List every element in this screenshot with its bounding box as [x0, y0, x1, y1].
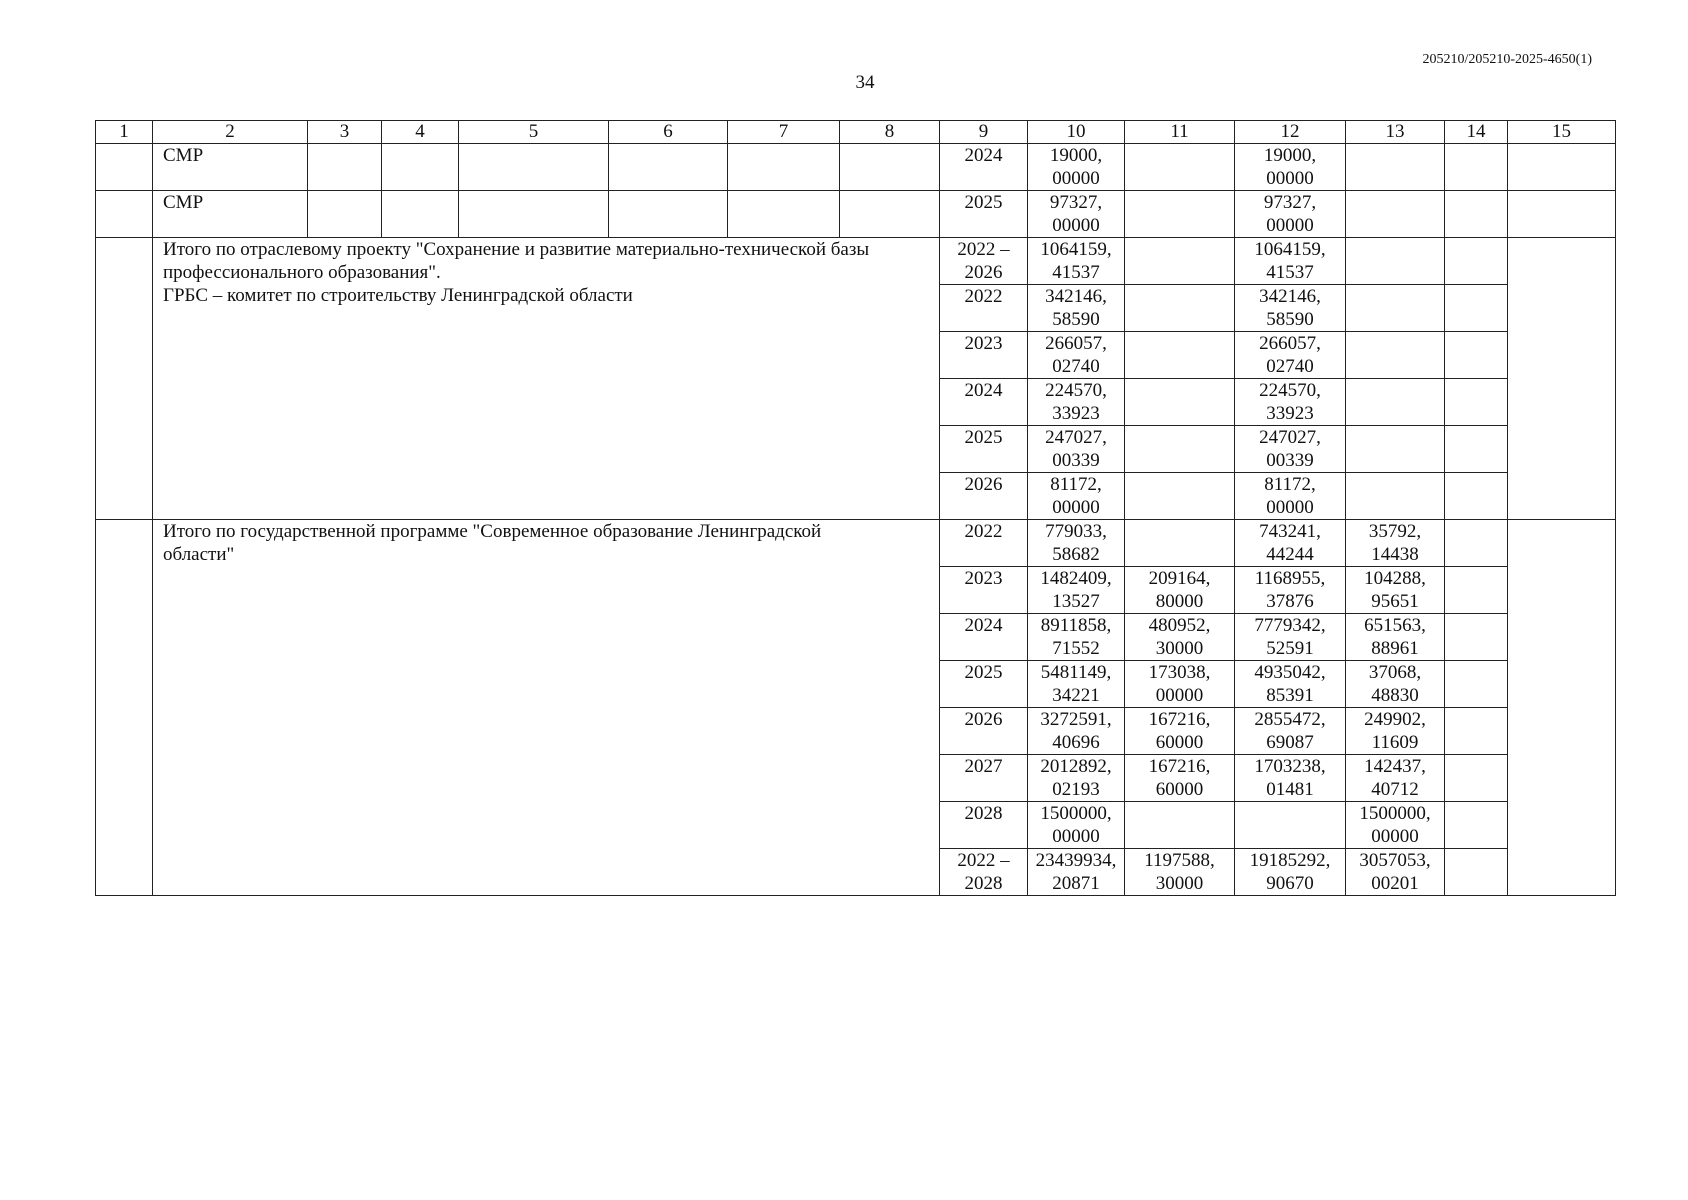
year-cell: 2026 — [940, 708, 1028, 755]
amount-cell: 167216, 60000 — [1125, 755, 1235, 802]
amount-cell — [1235, 802, 1346, 849]
amount-cell: 97327, 00000 — [1235, 191, 1346, 238]
year-cell: 2023 — [940, 332, 1028, 379]
amount-cell: 209164, 80000 — [1125, 567, 1235, 614]
amount-cell: 1482409, 13527 — [1028, 567, 1125, 614]
column-header: 14 — [1445, 121, 1508, 144]
column-header: 10 — [1028, 121, 1125, 144]
budget-table — [95, 120, 1616, 896]
year-cell: 2023 — [940, 567, 1028, 614]
amount-cell: 35792, 14438 — [1346, 520, 1445, 567]
column-header: 11 — [1125, 121, 1235, 144]
page-number: 34 — [855, 72, 875, 93]
year-cell: 2025 — [940, 426, 1028, 473]
row-label: СМР — [153, 191, 308, 238]
amount-cell: 104288, 95651 — [1346, 567, 1445, 614]
program-total-label: Итого по государственной программе "Современное образование Ленинградской области" — [153, 520, 940, 896]
amount-cell: 1064159, 41537 — [1028, 238, 1125, 285]
document-id: 205210/205210-2025-4650(1) — [1422, 52, 1592, 67]
year-cell: 2022 – 2028 — [940, 849, 1028, 896]
table-row — [96, 144, 1616, 191]
amount-cell: 97327, 00000 — [1028, 191, 1125, 238]
amount-cell: 247027, 00339 — [1235, 426, 1346, 473]
amount-cell: 7779342, 52591 — [1235, 614, 1346, 661]
amount-cell: 167216, 60000 — [1125, 708, 1235, 755]
column-header: 12 — [1235, 121, 1346, 144]
amount-cell: 1197588, 30000 — [1125, 849, 1235, 896]
amount-cell: 3057053, 00201 — [1346, 849, 1445, 896]
row-label: СМР — [153, 144, 308, 191]
column-header: 15 — [1508, 121, 1616, 144]
amount-cell: 779033, 58682 — [1028, 520, 1125, 567]
column-header: 1 — [96, 121, 153, 144]
amount-cell — [1125, 802, 1235, 849]
amount-cell: 266057, 02740 — [1235, 332, 1346, 379]
amount-cell: 266057, 02740 — [1028, 332, 1125, 379]
amount-cell: 173038, 00000 — [1125, 661, 1235, 708]
amount-cell: 1064159, 41537 — [1235, 238, 1346, 285]
amount-cell: 1703238, 01481 — [1235, 755, 1346, 802]
year-cell: 2024 — [940, 144, 1028, 191]
column-header: 4 — [382, 121, 459, 144]
year-cell: 2024 — [940, 379, 1028, 426]
year-cell: 2022 – 2026 — [940, 238, 1028, 285]
year-cell: 2027 — [940, 755, 1028, 802]
year-cell: 2026 — [940, 473, 1028, 520]
amount-cell: 480952, 30000 — [1125, 614, 1235, 661]
amount-cell: 651563, 88961 — [1346, 614, 1445, 661]
table-row — [96, 191, 1616, 238]
table-row — [96, 520, 1616, 567]
year-cell: 2022 — [940, 520, 1028, 567]
column-header-row — [96, 121, 1616, 144]
amount-cell: 2012892, 02193 — [1028, 755, 1125, 802]
amount-cell: 1500000, 00000 — [1346, 802, 1445, 849]
amount-cell: 1168955, 37876 — [1235, 567, 1346, 614]
grbs-label: ГРБС – комитет по строительству Ленинградской области — [163, 285, 633, 306]
amount-cell: 142437, 40712 — [1346, 755, 1445, 802]
column-header: 9 — [940, 121, 1028, 144]
year-cell: 2024 — [940, 614, 1028, 661]
amount-cell: 5481149, 34221 — [1028, 661, 1125, 708]
amount-cell: 19000, 00000 — [1028, 144, 1125, 191]
column-header: 8 — [840, 121, 940, 144]
column-header: 6 — [609, 121, 728, 144]
amount-cell: 1500000, 00000 — [1028, 802, 1125, 849]
year-cell: 2028 — [940, 802, 1028, 849]
column-header: 7 — [728, 121, 840, 144]
amount-cell: 224570, 33923 — [1028, 379, 1125, 426]
project-total-label: Итого по отраслевому проекту "Сохранение и развитие материально-технической базы профессионального образования". ГРБС – комитет по строительству Ленинградской области — [153, 238, 940, 520]
year-cell: 2025 — [940, 661, 1028, 708]
amount-cell — [1125, 520, 1235, 567]
amount-cell: 249902, 11609 — [1346, 708, 1445, 755]
amount-cell: 224570, 33923 — [1235, 379, 1346, 426]
amount-cell: 23439934, 20871 — [1028, 849, 1125, 896]
amount-cell: 743241, 44244 — [1235, 520, 1346, 567]
amount-cell: 19000, 00000 — [1235, 144, 1346, 191]
amount-cell: 19185292, 90670 — [1235, 849, 1346, 896]
amount-cell: 81172, 00000 — [1235, 473, 1346, 520]
amount-cell: 81172, 00000 — [1028, 473, 1125, 520]
amount-cell: 8911858, 71552 — [1028, 614, 1125, 661]
amount-cell: 4935042, 85391 — [1235, 661, 1346, 708]
amount-cell: 342146, 58590 — [1028, 285, 1125, 332]
column-header: 3 — [308, 121, 382, 144]
column-header: 13 — [1346, 121, 1445, 144]
year-cell: 2025 — [940, 191, 1028, 238]
column-header: 2 — [153, 121, 308, 144]
table-row — [96, 238, 1616, 285]
amount-cell: 3272591, 40696 — [1028, 708, 1125, 755]
year-cell: 2022 — [940, 285, 1028, 332]
amount-cell: 247027, 00339 — [1028, 426, 1125, 473]
amount-cell: 342146, 58590 — [1235, 285, 1346, 332]
amount-cell: 2855472, 69087 — [1235, 708, 1346, 755]
column-header: 5 — [459, 121, 609, 144]
amount-cell: 37068, 48830 — [1346, 661, 1445, 708]
